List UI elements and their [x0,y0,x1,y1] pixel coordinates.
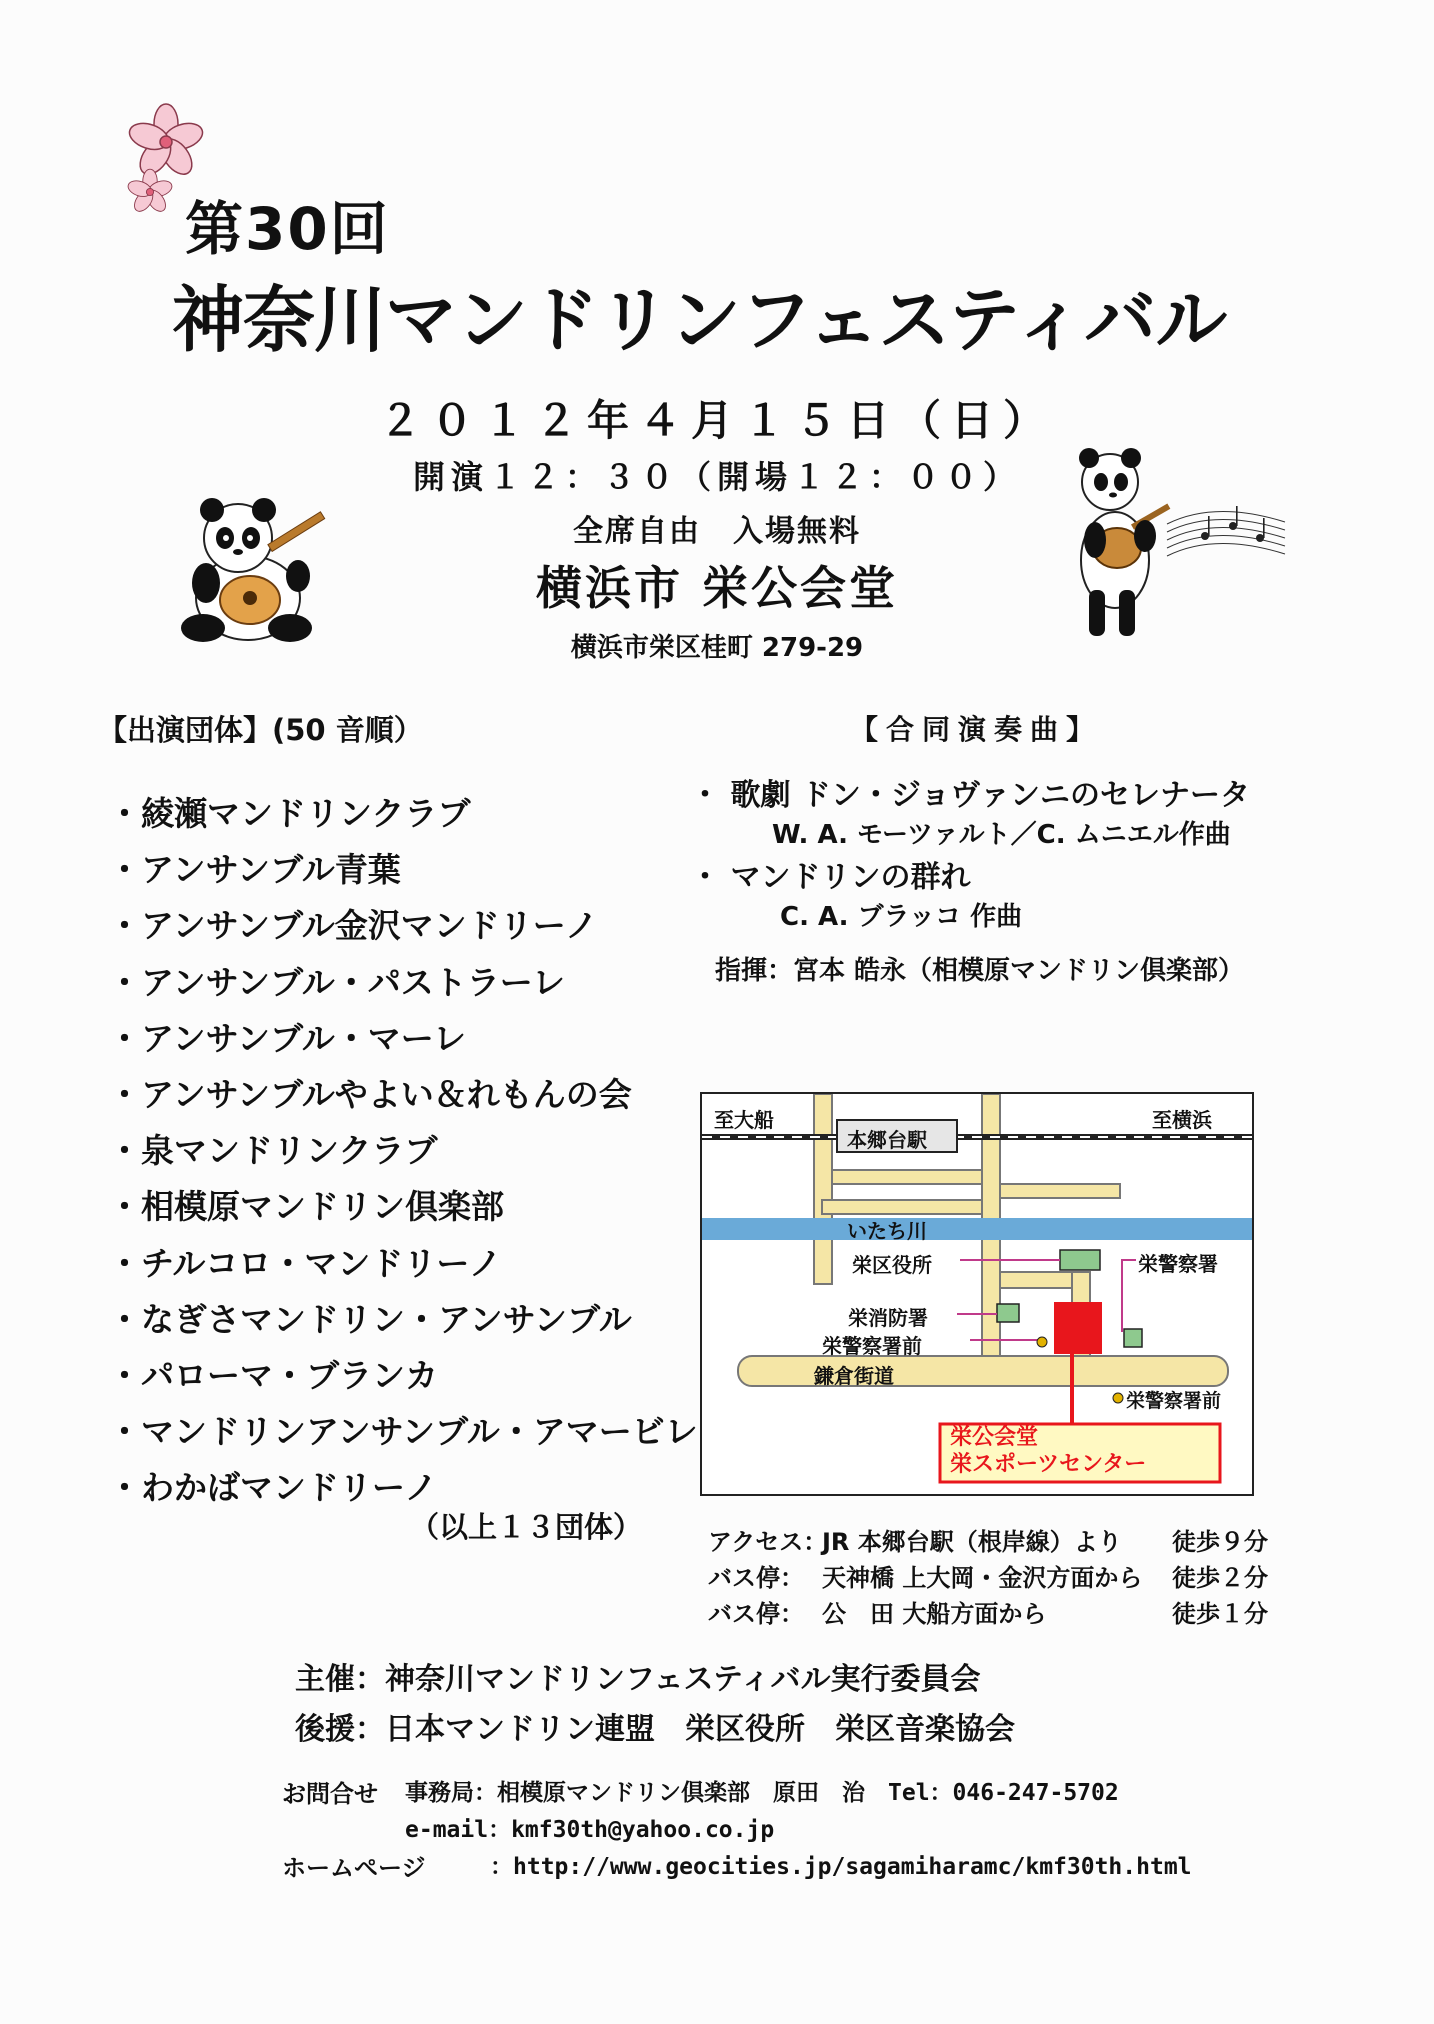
access-route: JR 本郷台駅（根岸線）より [822,1528,1122,1556]
access-label: バス停： [708,1564,804,1592]
list-item: ・アンサンブル青葉 [108,850,401,890]
festival-title: 神奈川マンドリンフェスティバル [172,278,1227,362]
list-item: ・相模原マンドリン倶楽部 [108,1187,504,1227]
list-item: ・パローマ・ブランカ [108,1355,438,1395]
map-label-to-ofuna: 至大船 [714,1108,774,1132]
map-label-to-yokohama: 至横浜 [1152,1108,1212,1132]
access-time: 徒歩２分 [1172,1564,1268,1592]
event-address: 横浜市栄区桂町 279-29 [570,633,864,663]
homepage-link[interactable]: ：http://www.geocities.jp/sagamiharamc/kmf30th.html [490,1854,1192,1880]
event-admission: 全席自由 入場無料 [573,514,861,549]
access-label: アクセス： [708,1528,828,1556]
piece-composer: W. A. モーツァルト／C. ムニエル作曲 [772,820,1231,850]
piece-title: ・ 歌劇 ドン・ジョヴァンニのセレナータ [690,778,1250,813]
list-item: ・アンサンブルやよい＆れもんの会 [108,1074,632,1114]
contact-office: 事務局：相模原マンドリン倶楽部 原田 治 Tel：046-247-5702 [405,1780,1119,1806]
event-date: ２０１２年４月１５日（日） [378,396,1055,445]
list-item: ・アンサンブル・マーレ [108,1018,467,1058]
event-time: 開演１２：３０（開場１２：００） [412,458,1021,496]
performers-list [108,788,698,1518]
panda-mandolin-illustration [1055,440,1295,650]
access-label: バス停： [708,1600,804,1628]
list-item: ・綾瀬マンドリンクラブ [108,794,471,833]
homepage-label: ホームページ [282,1854,426,1882]
map-label-ward-office: 栄区役所 [852,1253,932,1277]
performers-heading: 【出演団体】(50 音順） [98,713,423,747]
map-label-station: 本郷台駅 [847,1128,927,1152]
map-label-fire-station: 栄消防署 [848,1306,928,1330]
list-item: ・マンドリンアンサンブル・アマービレ [108,1412,698,1452]
organizer: 主催：神奈川マンドリンフェスティバル実行委員会 [295,1662,981,1697]
list-item: ・チルコロ・マンドリーノ [108,1243,502,1283]
contact-email[interactable]: e-mail：kmf30th@yahoo.co.jp [405,1817,775,1843]
contact-label: お問合せ [282,1780,378,1808]
supporters: 後援：日本マンドリン連盟 栄区役所 栄区音楽協会 [295,1712,1015,1747]
access-route: 天神橋 上大岡・金沢方面から [822,1564,1143,1592]
performers-count: （以上１３団体） [410,1510,643,1544]
joint-program-heading: 【合同演奏曲】 [850,713,1103,746]
access-route: 公 田 大船方面から [822,1600,1047,1628]
piece-title: ・ マンドリンの群れ [690,860,971,895]
list-item: ・アンサンブル・パストラーレ [108,962,566,1002]
access-row [708,1558,1268,1593]
conductor: 指揮：宮本 皓永（相模原マンドリン倶楽部） [715,956,1245,986]
map-label-road: 鎌倉街道 [814,1364,894,1388]
list-item: ・泉マンドリンクラブ [108,1131,438,1171]
map-label-venue [950,1424,1146,1478]
list-item: ・アンサンブル金沢マンドリーノ [108,906,599,946]
piece-composer: C. A. ブラッコ 作曲 [780,902,1023,932]
access-time: 徒歩９分 [1172,1528,1268,1556]
access-row [708,1594,1268,1629]
access-row [708,1522,1268,1557]
access-map [700,1092,1254,1496]
festival-edition: 第30回 [185,195,390,263]
map-label-bus-stop: 栄警察署前 [1126,1390,1222,1412]
list-item: ・わかばマンドリーノ [108,1468,438,1508]
panda-guitar-illustration [178,488,358,648]
access-time: 徒歩１分 [1172,1600,1268,1628]
venue-sports-center: 栄スポーツセンター [950,1452,1147,1477]
list-item: ・なぎさマンドリン・アンサンブル [108,1299,632,1339]
map-label-bus-stop: 栄警察署前 [822,1334,922,1358]
event-venue: 横浜市 栄公会堂 [535,561,898,615]
map-label-river: いたち川 [847,1219,927,1243]
map-label-police: 栄警察署 [1138,1252,1218,1276]
venue-name: 栄公会堂 [950,1425,1039,1450]
